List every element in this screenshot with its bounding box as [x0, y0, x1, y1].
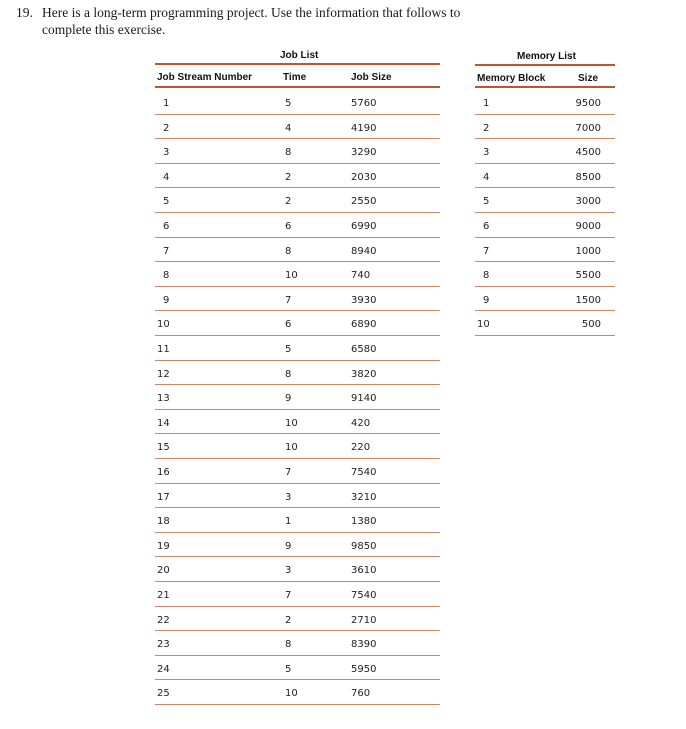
memory-size-cell: 1500 [575, 294, 601, 306]
time-cell: 10 [285, 688, 298, 700]
job-size-cell: 5950 [351, 663, 377, 675]
job-list-row [155, 138, 440, 164]
time-cell: 9 [285, 393, 292, 405]
problem-text-line2: complete this exercise. [42, 22, 166, 37]
job-stream-number-cell: 1 [163, 98, 170, 109]
job-stream-number-cell: 21 [157, 590, 170, 601]
job-stream-number-cell: 13 [157, 393, 170, 405]
job-stream-number-cell: 23 [157, 639, 170, 651]
job-list-row [155, 310, 440, 336]
memory-size-cell: 5500 [575, 270, 601, 282]
job-size-cell: 9140 [351, 393, 377, 405]
job-size-cell: 3930 [351, 294, 377, 306]
time-cell: 1 [285, 516, 292, 528]
time-cell: 7 [285, 294, 292, 306]
memory-size-cell: 9000 [575, 221, 601, 232]
time-cell: 6 [285, 221, 292, 232]
problem-statement [16, 4, 576, 38]
memory-block-cell: 5 [483, 196, 490, 208]
job-size-cell: 2030 [351, 171, 377, 183]
header-memory-block: Memory Block [477, 73, 546, 84]
memory-size-cell: 8500 [575, 171, 601, 183]
job-list-title: Job List [280, 50, 319, 61]
header-job-size: Job Size [351, 72, 392, 83]
memory-list-row [475, 89, 615, 115]
memory-list-row [475, 187, 615, 213]
job-list-row [155, 606, 440, 632]
job-size-cell: 5760 [351, 98, 377, 109]
job-list-row [155, 630, 440, 656]
job-list-row [155, 335, 440, 361]
memory-list-top-rule [475, 64, 615, 66]
job-size-cell: 6580 [351, 344, 377, 355]
job-size-cell: 3290 [351, 147, 377, 159]
job-size-cell: 420 [351, 417, 371, 429]
job-stream-number-cell: 16 [157, 467, 170, 478]
job-stream-number-cell: 8 [163, 270, 170, 282]
problem-number: 19. [16, 5, 33, 20]
job-size-cell: 2550 [351, 196, 377, 208]
job-size-cell: 3610 [351, 565, 377, 577]
time-cell: 8 [285, 245, 292, 257]
job-list-row [155, 433, 440, 459]
memory-size-cell: 3000 [575, 196, 601, 208]
job-list-row [155, 507, 440, 533]
memory-block-cell: 7 [483, 245, 490, 257]
job-list-table [155, 48, 440, 718]
memory-size-cell: 7000 [575, 122, 601, 134]
memory-block-cell: 4 [483, 171, 490, 183]
job-stream-number-cell: 17 [157, 491, 170, 503]
time-cell: 5 [285, 663, 292, 675]
time-cell: 10 [285, 270, 298, 282]
job-list-header [155, 72, 440, 86]
memory-list-row [475, 114, 615, 140]
job-stream-number-cell: 18 [157, 516, 170, 528]
job-size-cell: 8390 [351, 639, 377, 651]
job-stream-number-cell: 3 [163, 147, 170, 159]
time-cell: 5 [285, 344, 292, 355]
memory-list-row [475, 286, 615, 312]
job-list-row [155, 261, 440, 287]
job-list-row [155, 556, 440, 582]
job-list-row [155, 212, 440, 238]
memory-list-table [475, 48, 615, 348]
job-stream-number-cell: 7 [163, 245, 170, 257]
time-cell: 5 [285, 98, 292, 109]
time-cell: 3 [285, 491, 292, 503]
header-size: Size [578, 73, 599, 84]
job-list-row [155, 89, 440, 115]
job-list-row [155, 237, 440, 263]
memory-block-cell: 8 [483, 270, 490, 282]
time-cell: 2 [285, 196, 292, 208]
memory-block-cell: 6 [483, 221, 490, 232]
memory-block-cell: 10 [477, 319, 490, 331]
job-list-row [155, 286, 440, 312]
time-cell: 9 [285, 540, 292, 552]
job-stream-number-cell: 12 [157, 368, 170, 380]
job-size-cell: 4190 [351, 122, 377, 134]
job-list-row [155, 581, 440, 607]
memory-size-cell: 9500 [575, 98, 601, 109]
job-list-row [155, 458, 440, 484]
memory-list-row [475, 237, 615, 263]
job-stream-number-cell: 19 [157, 540, 170, 552]
job-size-cell: 740 [351, 270, 371, 282]
job-list-row [155, 163, 440, 189]
job-stream-number-cell: 25 [157, 688, 170, 700]
memory-list-row [475, 261, 615, 287]
job-stream-number-cell: 2 [163, 122, 170, 134]
job-stream-number-cell: 5 [163, 196, 170, 208]
job-list-row [155, 409, 440, 435]
memory-list-row [475, 310, 615, 336]
job-list-row [155, 679, 440, 705]
memory-list-header [475, 73, 615, 87]
job-stream-number-cell: 6 [163, 221, 170, 232]
time-cell: 6 [285, 319, 292, 331]
job-list-top-rule [155, 63, 440, 65]
job-list-row [155, 114, 440, 140]
memory-list-row [475, 138, 615, 164]
time-cell: 10 [285, 417, 298, 429]
job-list-row [155, 532, 440, 558]
job-size-cell: 6890 [351, 319, 377, 331]
job-stream-number-cell: 10 [157, 319, 170, 331]
memory-list-row [475, 163, 615, 189]
job-size-cell: 3820 [351, 368, 377, 380]
memory-size-cell: 500 [581, 319, 601, 331]
time-cell: 7 [285, 590, 292, 601]
memory-block-cell: 9 [483, 294, 490, 306]
memory-block-cell: 3 [483, 147, 490, 159]
job-list-row [155, 483, 440, 509]
time-cell: 10 [285, 442, 298, 454]
time-cell: 2 [285, 171, 292, 183]
header-time: Time [283, 72, 307, 83]
header-job-stream-number: Job Stream Number [157, 72, 253, 83]
job-stream-number-cell: 4 [163, 171, 170, 183]
job-size-cell: 7540 [351, 467, 377, 478]
job-list-header-rule [155, 86, 440, 88]
job-stream-number-cell: 24 [157, 663, 170, 675]
time-cell: 4 [285, 122, 292, 134]
memory-list-header-rule [475, 86, 615, 88]
job-stream-number-cell: 22 [157, 614, 170, 626]
memory-list-title: Memory List [517, 51, 576, 62]
time-cell: 2 [285, 614, 292, 626]
job-size-cell: 7540 [351, 590, 377, 601]
time-cell: 3 [285, 565, 292, 577]
job-size-cell: 8940 [351, 245, 377, 257]
memory-size-cell: 4500 [575, 147, 601, 159]
job-size-cell: 3210 [351, 491, 377, 503]
memory-list-row [475, 212, 615, 238]
job-size-cell: 9850 [351, 540, 377, 552]
time-cell: 7 [285, 467, 292, 478]
memory-block-cell: 2 [483, 122, 490, 134]
problem-text-line1: Here is a long-term programming project. Use the information that follows to [42, 5, 461, 20]
job-list-row [155, 384, 440, 410]
job-size-cell: 1380 [351, 516, 377, 528]
job-stream-number-cell: 15 [157, 442, 170, 454]
job-size-cell: 760 [351, 688, 371, 700]
job-stream-number-cell: 9 [163, 294, 170, 306]
memory-size-cell: 1000 [575, 245, 601, 257]
time-cell: 8 [285, 147, 292, 159]
job-list-row [155, 655, 440, 681]
job-list-row [155, 187, 440, 213]
job-list-row [155, 360, 440, 386]
job-stream-number-cell: 11 [157, 344, 170, 355]
job-size-cell: 2710 [351, 614, 377, 626]
job-size-cell: 6990 [351, 221, 377, 232]
memory-block-cell: 1 [483, 98, 490, 109]
job-size-cell: 220 [351, 442, 371, 454]
time-cell: 8 [285, 368, 292, 380]
job-stream-number-cell: 14 [157, 417, 170, 429]
job-stream-number-cell: 20 [157, 565, 170, 577]
time-cell: 8 [285, 639, 292, 651]
